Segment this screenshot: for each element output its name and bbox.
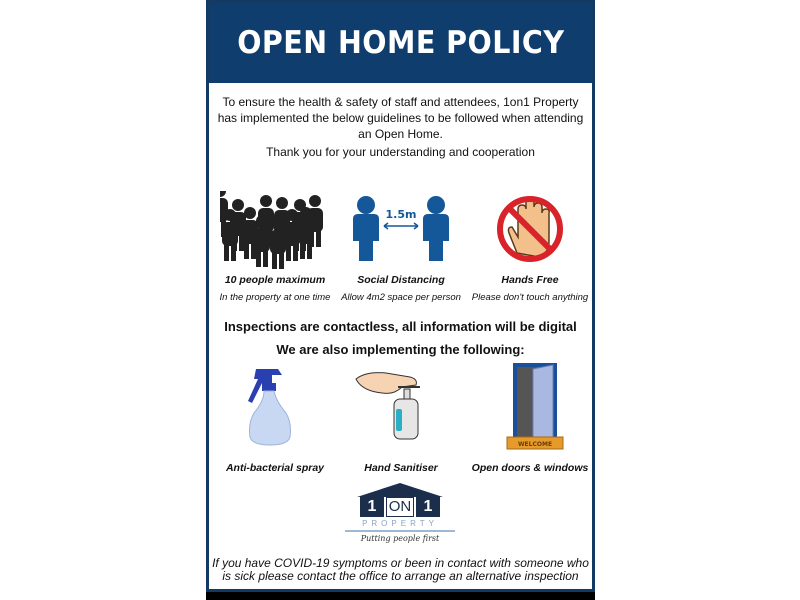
company-logo [345,483,455,549]
guideline-subtitle: Please don't touch anything [471,292,589,303]
roof-icon [357,483,443,497]
measure-open-doors [466,361,594,474]
crowd-icon [220,191,330,271]
page-title: OPEN HOME POLICY [236,25,565,61]
social-distance-icon [346,191,456,271]
welcome-mat-text: WELCOME [517,441,553,448]
measure-label: Open doors & windows [471,462,589,474]
logo-tagline: Putting people first [360,534,440,543]
bottom-bar [206,592,595,600]
measure-label: Anti-bacterial spray [225,462,325,474]
distance-label: 1.5m [385,208,417,221]
open-door-icon [475,361,585,451]
footer-note: If you have COVID-19 symptoms or been in contact with someone who is sick please contact the office to arrange an alternative inspection [209,557,592,583]
guideline-social-distancing [337,191,465,303]
logo-digit: 1 [416,497,440,517]
measure-spray [211,365,339,474]
guideline-hands-free [466,191,594,303]
guideline-title: Social Distancing [357,274,445,286]
guideline-subtitle: In the property at one time [219,292,331,303]
logo-digit: 1 [360,497,384,517]
logo-brand: PROPERTY [345,519,455,532]
contactless-heading: Inspections are contactless, all information will be digital [224,319,577,334]
header-banner [209,3,592,83]
intro-text: To ensure the health & safety of staff and attendees, 1on1 Property has implemented the below guidelines to be followed when attending an Open Home. [217,95,584,141]
measure-label: Hand Sanitiser [364,462,438,474]
guideline-title: Hands Free [501,274,559,286]
logo-on: ON [386,497,414,517]
guideline-title: 10 people maximum [224,274,326,286]
measure-sanitiser [337,365,465,474]
thanks-text: Thank you for your understanding and cooperation [266,145,535,159]
implementing-heading: We are also implementing the following: [276,342,525,357]
guideline-crowd [211,191,339,303]
spray-bottle-icon [220,365,330,451]
no-touch-hand-icon [475,191,585,271]
guideline-subtitle: Allow 4m2 space per person [341,292,461,303]
poster [206,0,595,592]
hand-sanitiser-icon [346,365,456,451]
